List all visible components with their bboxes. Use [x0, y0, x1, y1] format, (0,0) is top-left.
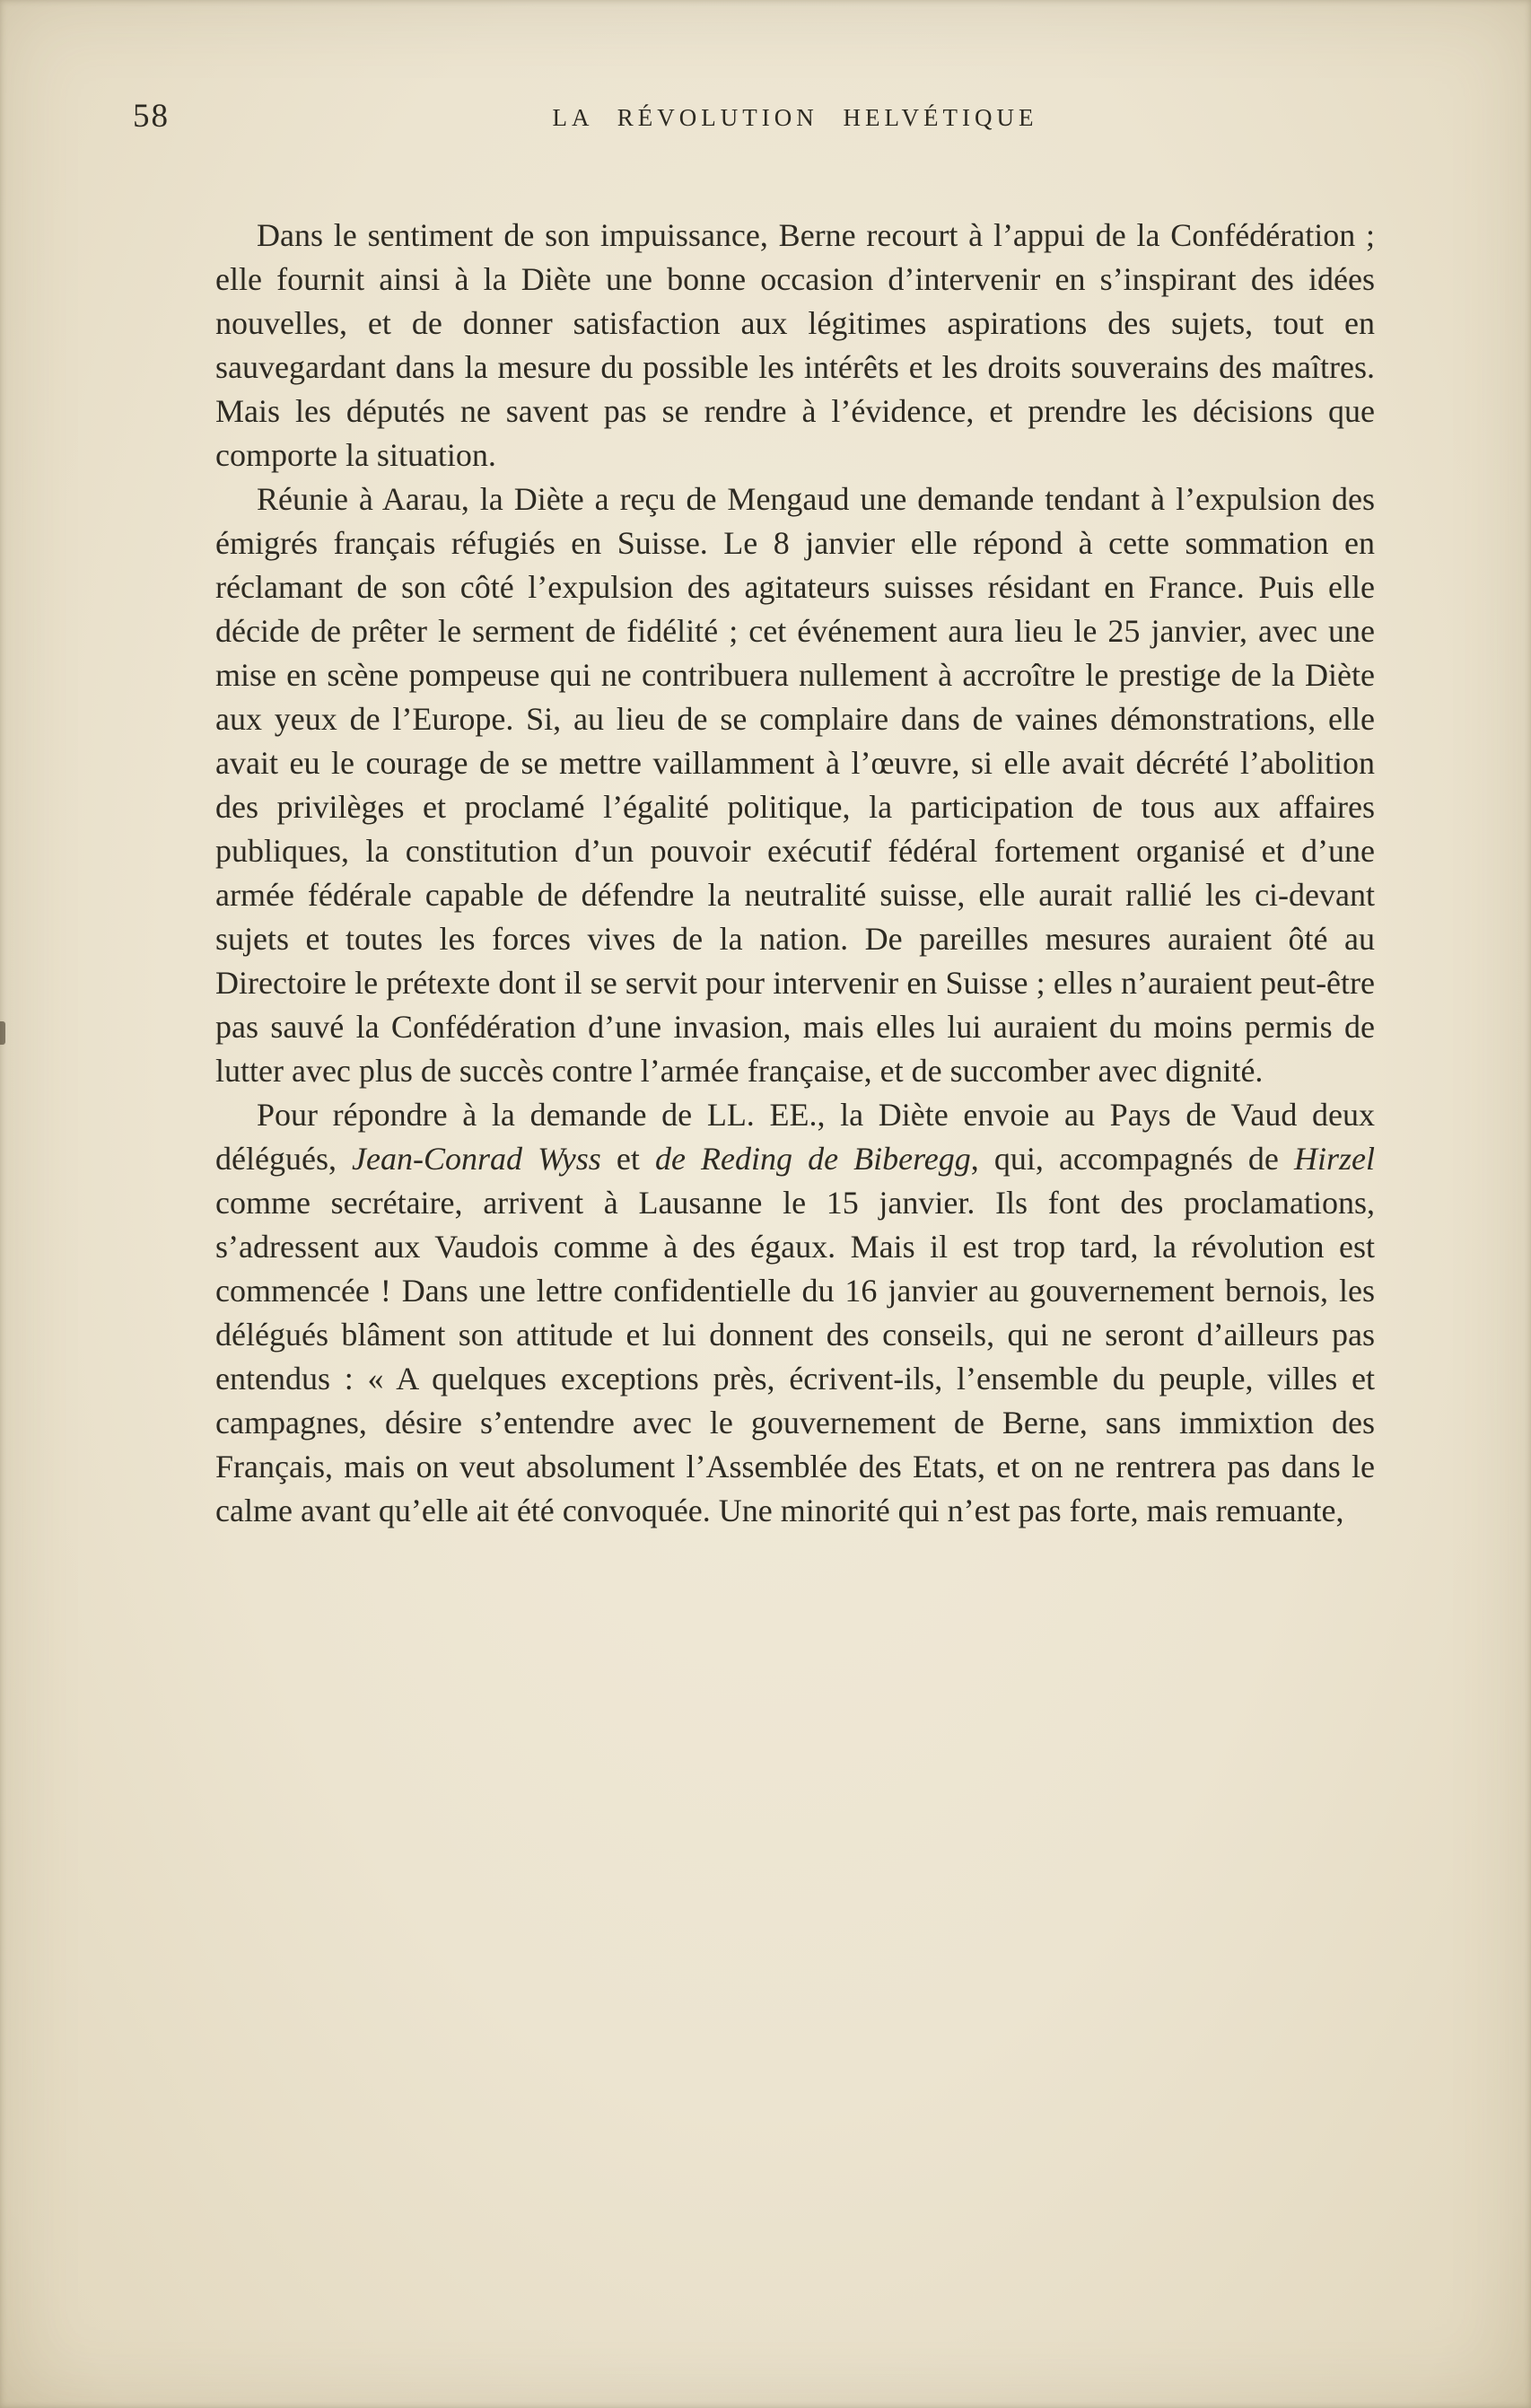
italic-text-run: de Reding de Biberegg [654, 1141, 971, 1177]
text-run: Pour répondre à la demande de LL. EE., la Diète envoie au Pays de Vaud deux délégués, [215, 1097, 1375, 1177]
scan-edge-artifact [0, 1021, 5, 1045]
italic-text-run: Jean-Conrad Wyss [352, 1141, 601, 1177]
page-number: 58 [133, 98, 170, 135]
paragraph [215, 214, 1375, 477]
text-run: , qui, accompagnés de [970, 1141, 1294, 1177]
text-run: et [600, 1141, 655, 1177]
italic-text-run: Hirzel [1294, 1141, 1375, 1177]
paragraph [215, 1093, 1375, 1533]
text-block [215, 214, 1375, 1533]
running-header: LA RÉVOLUTION HELVÉTIQUE [552, 104, 1038, 131]
text-run: comme secrétaire, arrivent à Lausanne le 15 janvier. Ils font des proclamations, s’adressent aux Vaudois comme à des égaux. Mais il est trop tard, la révolution est commencée ! Dans une lettre confidentielle du 16 janvier au gouvernement bernois, les délégués blâment son attitude et lui donnent des conseils, qui ne seront d’ailleurs pas entendus : « A quelques exceptions près, écrivent-ils, l’ensemble du peuple, villes et campagnes, désire s’entendre avec le gouvernement de Berne, sans immixtion des Français, mais on veut absolument l’Assemblée des Etats, et on ne rentrera pas dans le calme avant qu’elle ait été convoquée. Une minorité qui n’est pas forte, mais remuante, [215, 1185, 1375, 1528]
text-run: Dans le sentiment de son impuissance, Berne recourt à l’appui de la Confédération ; elle fournit ainsi à la Diète une bonne occasion d’intervenir en s’inspirant des idées nouvelles, et de donner satisfaction aux légitimes aspirations des sujets, tout en sauvegardant dans la mesure du possible les intérêts et les droits souverains des maîtres. Mais les députés ne savent pas se rendre à l’évidence, et prendre les décisions que comporte la situation. [215, 217, 1375, 473]
paragraph [215, 477, 1375, 1093]
text-run: Réunie à Aarau, la Diète a reçu de Mengaud une demande tendant à l’expulsion des émigrés français réfugiés en Suisse. Le 8 janvier elle répond à cette sommation en réclamant de son côté l’expulsion des agitateurs suisses résidant en France. Puis elle décide de prêter le serment de fidélité ; cet événement aura lieu le 25 janvier, avec une mise en scène pompeuse qui ne contribuera nullement à accroître le prestige de la Diète aux yeux de l’Europe. Si, au lieu de se complaire dans de vaines démonstrations, elle avait eu le courage de se mettre vaillamment à l’œuvre, si elle avait décrété l’abolition des privilèges et proclamé l’égalité politique, la participation de tous aux affaires publiques, la constitution d’un pouvoir exécutif fédéral fortement organisé et d’une armée fédérale capable de défendre la neutralité suisse, elle aurait rallié les ci-devant sujets et toutes les forces vives de la nation. De pareilles mesures auraient ôté au Directoire le prétexte dont il se servit pour intervenir en Suisse ; elles n’auraient peut-être pas sauvé la Confédération d’une invasion, mais elles lui auraient du moins permis de lutter avec plus de succès contre l’armée française, et de succomber avec dignité. [215, 481, 1375, 1089]
